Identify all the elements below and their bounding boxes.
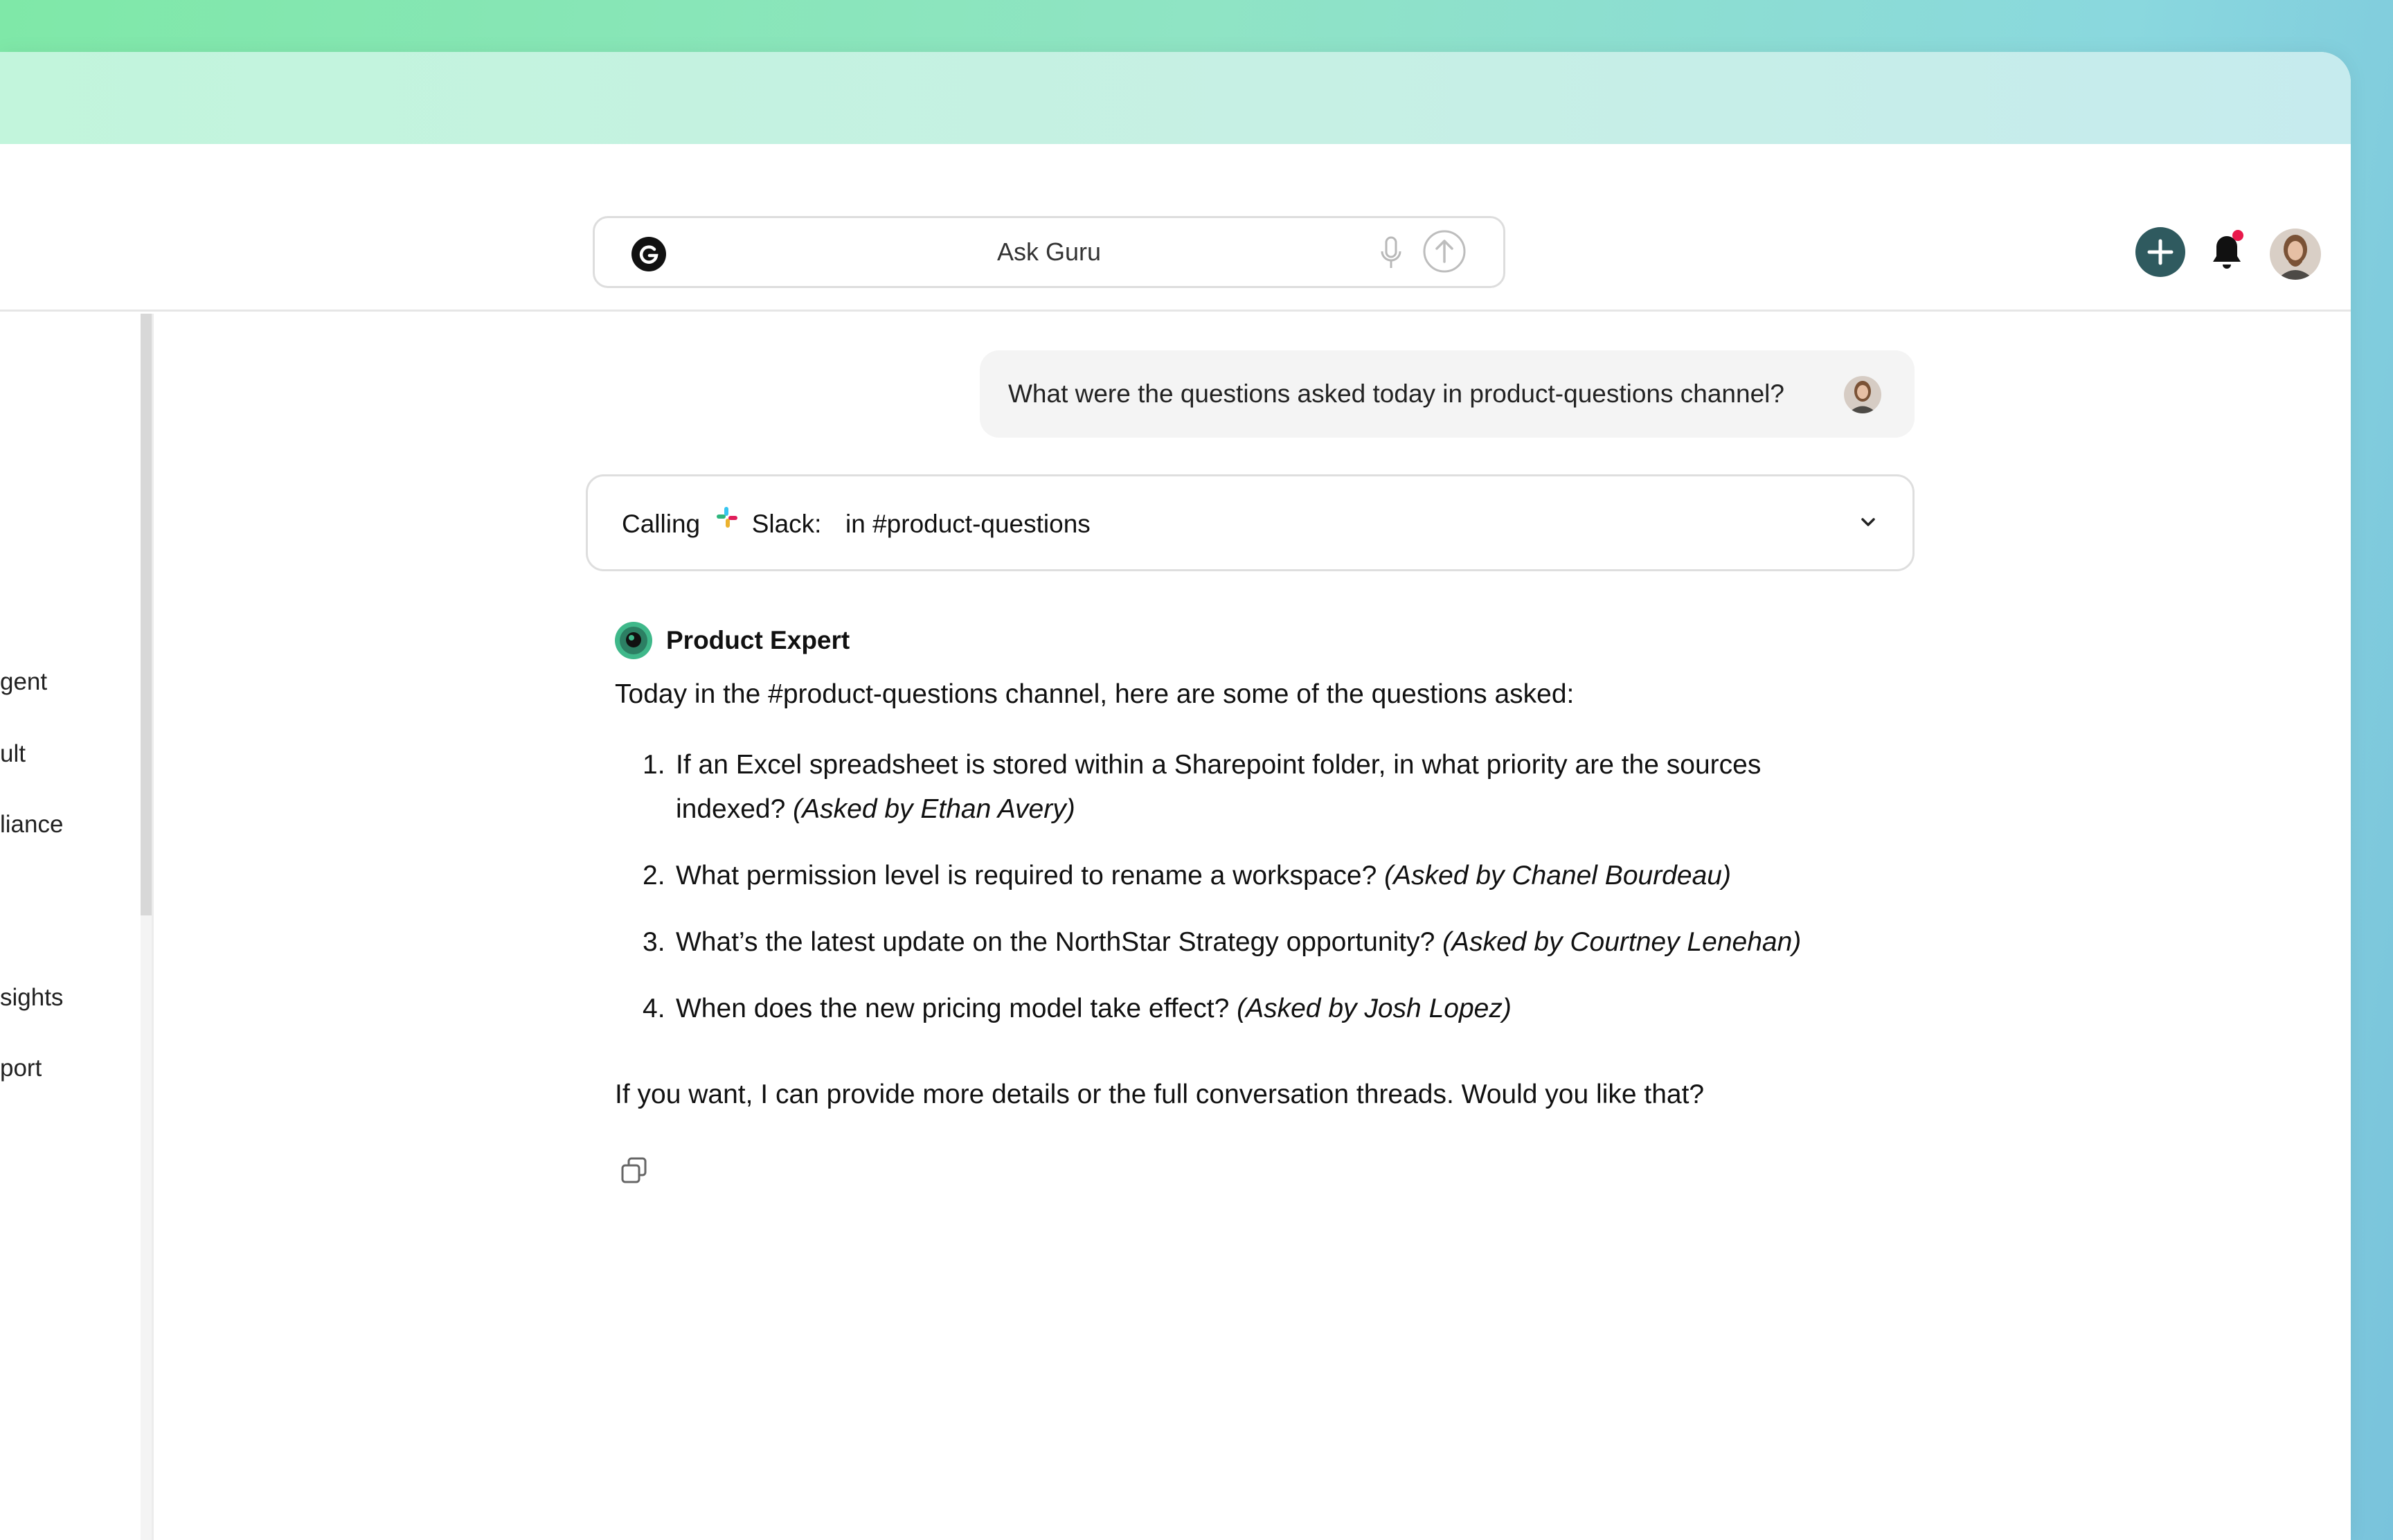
question-list — [615, 743, 1861, 1053]
list-item — [615, 854, 1861, 898]
question-asker: (Asked by Ethan Avery) — [793, 794, 1075, 824]
sidebar-item-insights[interactable]: sights — [0, 984, 64, 1011]
window-title-strip — [0, 52, 2351, 144]
agent-avatar — [615, 622, 652, 659]
user-message-text: What were the questions asked today in product-questions channel? — [1008, 379, 1784, 408]
search-placeholder[interactable]: Ask Guru — [996, 238, 1102, 266]
user-avatar[interactable] — [2270, 229, 2321, 280]
question-text: If an Excel spreadsheet is stored within a Sharepoint folder, in what priority are the sources indexed? — [676, 750, 1762, 824]
send-arrow-icon[interactable] — [1422, 229, 1467, 274]
question-asker: (Asked by Courtney Lenehan) — [1442, 927, 1802, 957]
ask-guru-search-bar[interactable] — [593, 216, 1505, 288]
chevron-down-icon[interactable] — [1857, 511, 1879, 533]
question-text: What permission level is required to rename a workspace? — [676, 861, 1377, 890]
list-item-number: 4. — [643, 994, 665, 1023]
copy-icon[interactable] — [619, 1156, 649, 1186]
slack-icon — [715, 505, 739, 529]
tool-call-target: in #product-questions — [845, 510, 1091, 539]
list-item — [615, 920, 1861, 965]
sidebar — [0, 314, 154, 1540]
question-asker: (Asked by Josh Lopez) — [1237, 994, 1512, 1023]
plus-icon[interactable] — [2135, 227, 2185, 277]
tool-call-prefix: Calling — [622, 510, 701, 539]
agent-name: Product Expert — [666, 626, 850, 654]
list-item — [615, 743, 1861, 832]
list-item — [615, 987, 1861, 1031]
sidebar-scroll-thumb[interactable] — [141, 314, 152, 915]
sidebar-item-support[interactable]: port — [0, 1055, 42, 1082]
response-outro: If you want, I can provide more details or the full conversation threads. Would you like that? — [615, 1080, 1705, 1109]
question-text: When does the new pricing model take effect? — [676, 994, 1230, 1023]
sidebar-scrollbar[interactable] — [141, 314, 152, 1540]
question-text: What’s the latest update on the NorthStar Strategy opportunity? — [676, 927, 1435, 957]
sidebar-item-agent[interactable]: gent — [0, 668, 48, 695]
list-item-number: 3. — [643, 927, 665, 957]
tool-call-panel[interactable] — [586, 474, 1915, 571]
top-bar — [0, 144, 2351, 312]
user-message-bubble — [980, 350, 1915, 438]
list-item-number: 2. — [643, 861, 665, 890]
sidebar-item-compliance[interactable]: liance — [0, 811, 64, 838]
microphone-icon[interactable] — [1380, 236, 1402, 271]
tool-call-label — [622, 476, 1091, 569]
tool-call-tool: Slack: — [751, 510, 822, 539]
user-message-avatar — [1844, 376, 1881, 413]
list-item-number: 1. — [643, 750, 665, 780]
sidebar-item-vault[interactable]: ult — [0, 740, 26, 767]
chat-area — [154, 314, 2351, 1540]
question-asker: (Asked by Chanel Bourdeau) — [1384, 861, 1731, 890]
response-intro: Today in the #product-questions channel, here are some of the questions asked: — [615, 679, 1575, 709]
bell-icon[interactable] — [2207, 229, 2246, 274]
app-window — [0, 52, 2351, 1540]
